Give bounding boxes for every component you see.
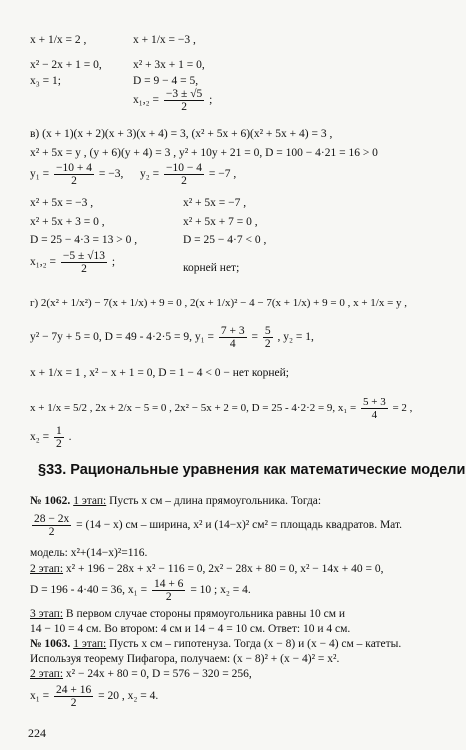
fraction — [32, 513, 71, 538]
problem-line: модель: x²+(14−x)²=116. — [30, 547, 148, 559]
eq-line: x₃ = 1; — [30, 75, 61, 87]
fraction-denominator: 2 — [48, 526, 55, 538]
fraction — [263, 325, 273, 350]
fraction-numerator: 28 − 2x — [34, 513, 70, 525]
fraction-numerator: 5 + 3 — [362, 396, 386, 408]
fraction-numerator: 24 + 16 — [56, 684, 92, 696]
fraction-numerator: −3 ± √5 — [165, 88, 203, 100]
problem-text: x₁ = — [30, 690, 50, 703]
fraction — [54, 425, 64, 450]
problem-line: Используя теорему Пифагора, получаем: (x − 8)² + (x − 4)² = x². — [30, 653, 340, 665]
problem-text: x² + 196 − 28x + x² − 116 = 0, 2x² − 28x + 80 = 0, x² − 14x + 40 = 0, — [65, 563, 384, 575]
eq-text: = −3, — [98, 168, 124, 181]
eq-line: x² + 5x = −3 , — [30, 197, 94, 209]
problem-text: x² − 24x + 80 = 0, D = 576 − 320 = 256, — [65, 668, 252, 680]
problem-text: = 10 ; x₂ = 4. — [190, 584, 251, 597]
fraction — [54, 684, 93, 709]
fraction-denominator: 2 — [264, 338, 271, 350]
eq-text: x₂ = — [30, 431, 50, 444]
fraction — [54, 162, 94, 187]
problem-line — [30, 607, 345, 621]
problem-number: № 1063. — [30, 638, 71, 650]
problem-text: Пусть x см – длина прямоугольника. Тогда: — [109, 495, 322, 507]
fraction-numerator: −10 − 4 — [166, 162, 202, 174]
fraction-denominator: 2 — [71, 175, 77, 187]
problem-text: D = 196 - 4·40 = 36, x₁ = — [30, 584, 148, 597]
eq-line: x² + 5x = y , (y + 6)(y + 4) = 3 , y² + 10y + 21 = 0, D = 100 − 4·21 = 16 > 0 — [30, 147, 378, 159]
fraction-numerator: 7 + 3 — [220, 325, 245, 337]
eq-text: y₂ = — [140, 168, 160, 181]
eq-line — [30, 162, 123, 187]
eq-line: x + 1/x = 2 , — [30, 34, 87, 46]
eq-line: D = 25 − 4·7 < 0 , — [183, 234, 267, 246]
eq-text: = — [251, 331, 259, 344]
eq-line: D = 9 − 4 = 5, — [133, 75, 199, 87]
stage-label: 2 этап: — [30, 563, 64, 575]
eq-text: . — [68, 431, 72, 444]
problem-line — [30, 637, 401, 651]
eq-line — [30, 396, 412, 421]
fraction — [164, 88, 204, 113]
fraction-numerator: −5 ± √13 — [62, 250, 105, 262]
eq-line: x + 1/x = −3 , — [133, 34, 196, 46]
eq-line — [30, 425, 72, 450]
problem-line — [30, 494, 321, 508]
fraction — [152, 578, 186, 603]
eq-line: г) 2(x² + 1/x²) − 7(x + 1/x) + 9 = 0 , 2(x + 1/x)² − 4 − 7(x + 1/x) + 9 = 0 , x + 1/x = y , — [30, 297, 408, 309]
fraction-numerator: 14 + 6 — [153, 578, 184, 590]
problem-line: 14 − 10 = 4 см. Во втором: 4 см и 14 − 4 = 10 см. Ответ: 10 и 4 см. — [30, 623, 351, 635]
fraction-denominator: 2 — [56, 438, 62, 450]
eq-text: y₁ = — [30, 168, 50, 181]
problem-line — [30, 667, 252, 681]
stage-label: 1 этап: — [73, 495, 107, 507]
fraction-denominator: 2 — [70, 697, 77, 709]
problem-number: № 1062. — [30, 495, 71, 507]
fraction-denominator: 2 — [165, 591, 172, 603]
fraction-denominator: 2 — [181, 175, 187, 187]
problem-text: = (14 − x) см – ширина, x² и (14−x)² см² = площадь квадратов. Мат. — [76, 519, 403, 532]
eq-text: y² − 7y + 5 = 0, D = 49 - 4·2·5 = 9, y₁ = — [30, 331, 215, 344]
problem-text: Пусть x см – гипотенуза. Тогда (x − 8) и (x − 4) см – катеты. — [109, 638, 402, 650]
fraction-denominator: 4 — [371, 409, 378, 421]
page-number: 224 — [28, 726, 46, 740]
fraction-numerator: 1 — [56, 425, 62, 437]
eq-line: x² + 3x + 1 = 0, — [133, 59, 205, 71]
problem-line — [30, 578, 251, 603]
eq-line — [30, 250, 115, 275]
fraction-denominator: 2 — [181, 101, 187, 113]
eq-line — [133, 88, 212, 113]
eq-line — [30, 325, 314, 350]
section-title: §33. Рациональные уравнения как математические модели — [38, 462, 466, 478]
fraction-denominator: 2 — [81, 263, 87, 275]
eq-line: корней нет; — [183, 262, 240, 274]
eq-text: , y₂ = 1, — [277, 331, 314, 344]
eq-text: ; — [111, 256, 116, 269]
fraction-numerator: −10 + 4 — [56, 162, 92, 174]
eq-line: x + 1/x = 1 , x² − x + 1 = 0, D = 1 − 4 < 0 − нет корней; — [30, 367, 289, 379]
eq-text: x₁,₂ = — [30, 256, 57, 269]
stage-label: 3 этап: — [30, 608, 64, 620]
eq-line: x² − 2x + 1 = 0, — [30, 59, 102, 71]
fraction-numerator: 5 — [264, 325, 271, 337]
fraction — [61, 250, 107, 275]
eq-line — [140, 162, 236, 187]
problem-text: В первом случае стороны прямоугольника равны 10 см и — [65, 608, 346, 620]
fraction — [361, 396, 388, 421]
stage-label: 2 этап: — [30, 668, 64, 680]
fraction — [164, 162, 204, 187]
eq-line: в) (x + 1)(x + 2)(x + 3)(x + 4) = 3, (x² + 5x + 6)(x² + 5x + 4) = 3 , — [30, 128, 333, 140]
eq-line: D = 25 − 4·3 = 13 > 0 , — [30, 234, 138, 246]
eq-line: x² + 5x + 3 = 0 , — [30, 216, 105, 228]
problem-line — [30, 513, 402, 538]
eq-line: x² + 5x + 7 = 0 , — [183, 216, 258, 228]
fraction-denominator: 4 — [229, 338, 236, 350]
eq-text: = 2 , — [392, 402, 413, 415]
stage-label: 1 этап: — [73, 638, 107, 650]
eq-text: x₁,₂ = — [133, 94, 160, 107]
fraction — [219, 325, 247, 350]
eq-text: = −7 , — [208, 168, 237, 181]
eq-line: x² + 5x = −7 , — [183, 197, 247, 209]
problem-text: = 20 , x₂ = 4. — [98, 690, 159, 703]
problem-line — [30, 562, 384, 576]
eq-text: ; — [209, 94, 213, 107]
problem-line — [30, 684, 158, 709]
eq-text: x + 1/x = 5/2 , 2x + 2/x − 5 = 0 , 2x² − 5x + 2 = 0, D = 25 - 4·2·2 = 9, x₁ = — [30, 402, 357, 415]
